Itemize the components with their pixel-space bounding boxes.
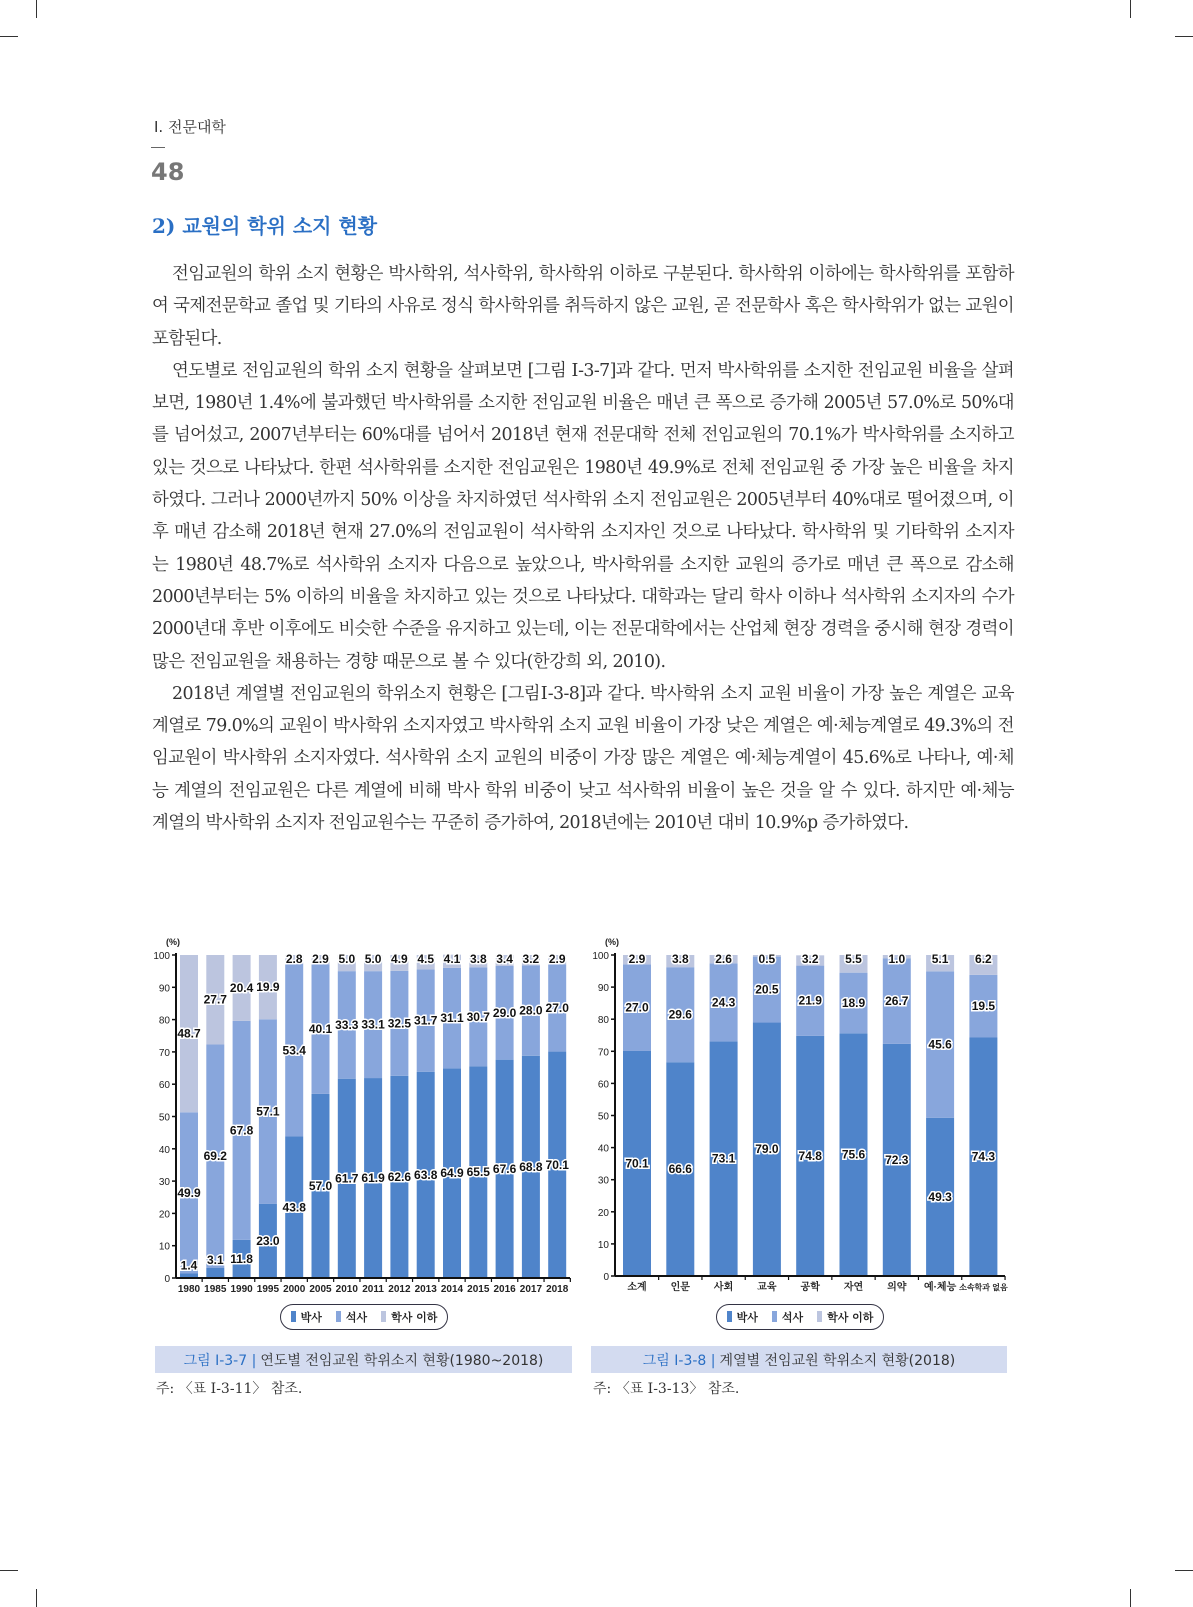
y-tick-label: 50 (158, 1112, 170, 1124)
y-tick-label: 90 (158, 983, 170, 995)
crop-mark (36, 1589, 37, 1607)
x-tick-label: 인문 (670, 1282, 690, 1293)
data-label: 24.3 (711, 995, 736, 1010)
y-tick-label: 100 (153, 951, 170, 962)
data-label: 33.1 (361, 1017, 385, 1032)
data-label: 21.9 (798, 993, 822, 1008)
data-label: 74.3 (971, 1149, 996, 1164)
y-tick-label: 100 (592, 951, 609, 962)
data-label: 29.6 (668, 1007, 692, 1022)
y-tick-label: 10 (597, 1239, 609, 1251)
data-label: 3.8 (469, 952, 487, 966)
data-label: 3.2 (801, 952, 819, 966)
crop-mark (1130, 1589, 1131, 1607)
legend-label: 학사 이하 (391, 1311, 438, 1324)
data-label: 66.6 (668, 1162, 692, 1177)
data-label: 20.5 (755, 982, 779, 997)
crop-mark (0, 36, 18, 37)
legend-label: 학사 이하 (827, 1311, 874, 1324)
x-tick-label: 2016 (493, 1284, 516, 1295)
data-label: 1.4 (180, 1258, 198, 1273)
charts (150, 930, 1010, 1300)
x-tick-label: 공학 (800, 1282, 820, 1293)
data-label: 27.7 (203, 992, 227, 1007)
caption-text: 계열별 전임교원 학위소지 현황(2018) (719, 1352, 956, 1369)
data-label: 20.4 (229, 980, 254, 995)
crop-mark (36, 0, 37, 18)
page-number: 48 (151, 158, 185, 186)
bar-segment-phd (206, 1268, 224, 1278)
x-tick-label: 1990 (230, 1284, 253, 1295)
x-tick-label: 1995 (256, 1284, 280, 1295)
x-tick-label: 사회 (713, 1282, 734, 1293)
y-tick-label: 0 (603, 1272, 609, 1283)
x-tick-label: 2013 (414, 1284, 437, 1295)
figure-note-1: 주: 〈표 Ⅰ-3-11〉 참조. (156, 1381, 303, 1397)
x-tick-label: 소계 (627, 1282, 647, 1293)
x-tick-label: 1985 (204, 1284, 227, 1295)
data-label: 49.9 (177, 1185, 201, 1200)
data-label: 43.8 (282, 1200, 306, 1215)
data-label: 2.6 (715, 952, 732, 966)
divider (151, 147, 165, 148)
figure-caption-1 (155, 1346, 572, 1373)
data-label: 63.8 (414, 1167, 438, 1182)
legend-label: 박사 (300, 1311, 322, 1324)
data-label: 67.6 (492, 1161, 517, 1176)
data-label: 5.0 (338, 952, 356, 966)
data-label: 3.2 (522, 952, 540, 966)
data-label: 5.0 (364, 952, 382, 966)
x-tick-label: 2010 (335, 1284, 358, 1295)
data-label: 5.1 (931, 952, 949, 966)
y-tick-label: 70 (597, 1047, 609, 1059)
legend-item (381, 1309, 437, 1325)
x-tick-label: 예·체능 (923, 1282, 957, 1293)
data-label: 74.8 (798, 1148, 822, 1163)
crop-mark (1130, 0, 1131, 18)
x-tick-label: 2012 (388, 1284, 411, 1295)
data-label: 69.2 (203, 1149, 227, 1164)
y-tick-label: 90 (597, 983, 609, 995)
data-label: 6.2 (975, 952, 992, 966)
data-label: 75.6 (841, 1147, 866, 1162)
data-label: 32.5 (387, 1016, 412, 1031)
x-tick-label: 2015 (467, 1284, 490, 1295)
y-tick-label: 40 (158, 1144, 170, 1156)
x-tick-label: 2011 (362, 1284, 384, 1295)
legend-item (817, 1309, 873, 1325)
x-tick-label: 2017 (519, 1284, 543, 1295)
x-tick-label: 의약 (887, 1282, 907, 1293)
data-label: 2.9 (312, 952, 329, 966)
paragraph: 전임교원의 학위 소지 현황은 박사학위, 석사학위, 학사학위 이하로 구분된다. 학사학위 이하에는 학사학위를 포함하여 국제전문학교 졸업 및 기타의 사유로 정식 학사학위를 취득하지 않은 교원, 곧 전문학사 혹은 학사학위가 없는 교원이 포함된다. (152, 264, 1014, 349)
data-label: 68.8 (519, 1159, 543, 1174)
legend-swatch-icon (381, 1311, 386, 1322)
paragraph: 2018년 계열별 전임교원의 학위소지 현황은 [그림Ⅰ-3-8]과 같다. 박사학위 소지 교원 비율이 가장 높은 계열은 교육계열로 79.0%의 교원이 박사학위 소지자였고 박사학위 소지 교원 비율이 가장 낮은 계열은 예·체능계열로 49.3%의 전임교원이 박사학위 소지자였다. 석사학위 소지 교원의 비중이 가장 많은 계열은 예·체능계열이 45.6%로 나타나, 예·체능 계열의 전임교원은 다른 계열에 비해 박사 학위 비중이 낮고 석사학위 비율이 높은 것을 알 수 있다. 하지만 예·체능 계열의 박사학위 소지자 전임교원수는 꾸준히 증가하여, 2018년에는 2010년 대비 10.9%p 증가하였다. (152, 683, 1015, 834)
legend-label: 박사 (736, 1311, 758, 1324)
legend-swatch-icon (336, 1311, 341, 1322)
data-label: 62.6 (387, 1169, 412, 1184)
x-tick-label: 자연 (843, 1282, 864, 1293)
data-label: 48.7 (177, 1026, 201, 1041)
legend-item (727, 1309, 758, 1325)
data-label: 72.3 (885, 1152, 909, 1167)
data-label: 5.5 (845, 952, 862, 966)
crop-mark (1175, 1570, 1193, 1571)
data-label: 29.0 (492, 1005, 517, 1020)
data-label: 79.0 (755, 1142, 779, 1157)
y-tick-label: 60 (158, 1080, 170, 1092)
legend-label: 석사 (781, 1311, 804, 1324)
x-tick-label: 소속학과 없음 (959, 1283, 1008, 1292)
data-label: 28.0 (519, 1003, 543, 1018)
legend-swatch-icon (817, 1311, 822, 1322)
y-axis-unit-label: (%) (166, 937, 180, 947)
data-label: 3.1 (206, 1252, 224, 1267)
y-tick-label: 80 (158, 1015, 170, 1027)
data-label: 73.1 (711, 1151, 736, 1166)
chart2-legend (716, 1304, 884, 1330)
legend-item (291, 1309, 322, 1325)
data-label: 4.9 (391, 952, 408, 966)
data-label: 45.6 (928, 1037, 952, 1052)
data-label: 30.7 (466, 1009, 490, 1024)
legend-swatch-icon (291, 1311, 296, 1322)
y-axis-unit-label: (%) (605, 937, 619, 947)
data-label: 53.4 (282, 1043, 306, 1058)
data-label: 49.3 (928, 1189, 952, 1204)
y-tick-label: 20 (597, 1207, 609, 1219)
data-label: 31.7 (414, 1013, 438, 1028)
data-label: 19.5 (971, 999, 996, 1014)
y-tick-label: 30 (158, 1177, 170, 1189)
data-label: 2.9 (628, 952, 646, 966)
y-tick-label: 30 (597, 1175, 609, 1187)
data-label: 64.9 (440, 1166, 464, 1181)
data-label: 2.9 (548, 952, 566, 966)
section-title: 2) 교원의 학위 소지 현황 (152, 214, 378, 238)
y-tick-label: 70 (158, 1047, 170, 1059)
legend-item (772, 1309, 803, 1325)
data-label: 57.0 (308, 1178, 333, 1193)
body-text (152, 258, 1014, 839)
x-tick-label: 2005 (309, 1284, 332, 1295)
y-tick-label: 50 (597, 1111, 609, 1123)
y-tick-label: 80 (597, 1015, 609, 1027)
crop-mark (1175, 36, 1193, 37)
caption-number: 그림 Ⅰ-3-8 | (642, 1352, 716, 1369)
y-tick-label: 40 (597, 1143, 609, 1155)
data-label: 3.8 (671, 952, 689, 966)
y-tick-label: 60 (597, 1079, 609, 1091)
data-label: 27.0 (625, 1000, 649, 1015)
x-tick-label: 2000 (283, 1284, 306, 1295)
chapter-label: Ⅰ. 전문대학 (154, 118, 226, 136)
data-label: 67.8 (229, 1123, 254, 1138)
legend-swatch-icon (727, 1311, 732, 1322)
data-label: 19.9 (256, 980, 280, 995)
data-label: 26.7 (885, 994, 909, 1009)
data-label: 70.1 (545, 1157, 569, 1172)
data-label: 61.9 (361, 1171, 385, 1186)
legend-swatch-icon (772, 1311, 777, 1322)
legend-item (336, 1309, 367, 1325)
x-tick-label: 2018 (546, 1284, 569, 1295)
data-label: 27.0 (545, 1000, 569, 1015)
data-label: 40.1 (308, 1022, 333, 1037)
data-label: 57.1 (256, 1104, 280, 1119)
data-label: 23.0 (256, 1233, 280, 1248)
x-tick-label: 1980 (177, 1284, 201, 1295)
legend-label: 석사 (345, 1311, 368, 1324)
caption-text: 연도별 전임교원 학위소지 현황(1980~2018) (260, 1352, 544, 1369)
paragraph: 연도별로 전임교원의 학위 소지 현황을 살펴보면 [그림 Ⅰ-3-7]과 같다. 먼저 박사학위를 소지한 전임교원 비율을 살펴보면, 1980년 1.4%에 불과했던 박사학위를 소지한 전임교원 비율은 매년 큰 폭으로 증가해 2005년 57.0%로 50%대를 넘어섰고, 2007년부터는 60%대를 넘어서 2018년 현재 전문대학 전체 전임교원의 70.1%가 박사학위를 소지하고 있는 것으로 나타났다. 한편 석사학위를 소지한 전임교원은 1980년 49.9%로 전체 전임교원 중 가장 높은 비율을 차지하였다. 그러나 2000년까지 50% 이상을 차지하였던 석사학위 소지 전임교원은 2005년부터 40%대로 떨어졌으며, 이후 매년 감소해 2018년 현재 27.0%의 전임교원이 석사학위 소지자인 것으로 나타났다. 학사학위 및 기타학위 소지자는 1980년 48.7%로 석사학위 소지자 다음으로 높았으나, 박사학위를 소지한 교원의 증가로 매년 큰 폭으로 감소해 2000년부터는 5% 이하의 비율을 차지하고 있는 것으로 나타났다. 대학과는 달리 학사 이하나 석사학위 소지자의 수가 2000년대 후반 이후에도 비슷한 수준을 유지하고 있는데, 이는 전문대학에서는 산업체 현장 경력을 중시해 현장 경력이 많은 전임교원을 채용하는 경향 때문으로 볼 수 있다(한강희 외, 2010). (152, 360, 1014, 672)
data-label: 11.8 (230, 1251, 253, 1266)
figure-note-2: 주: 〈표 Ⅰ-3-13〉 참조. (593, 1381, 740, 1397)
data-label: 1.0 (888, 952, 906, 966)
data-label: 65.5 (466, 1165, 490, 1180)
data-label: 4.1 (443, 952, 461, 966)
data-label: 4.5 (417, 952, 435, 966)
data-label: 18.9 (841, 995, 866, 1010)
y-tick-label: 20 (158, 1209, 170, 1221)
data-label: 70.1 (625, 1156, 649, 1171)
data-label: 2.8 (285, 952, 303, 966)
y-tick-label: 0 (164, 1274, 170, 1285)
data-label: 61.7 (335, 1171, 359, 1186)
data-label: 0.5 (758, 952, 776, 966)
y-tick-label: 10 (158, 1241, 170, 1253)
chart1-legend (280, 1304, 448, 1330)
x-tick-label: 교육 (757, 1282, 777, 1293)
figure-caption-2 (591, 1346, 1007, 1373)
data-label: 31.1 (440, 1011, 464, 1026)
caption-number: 그림 Ⅰ-3-7 | (183, 1352, 257, 1369)
data-label: 33.3 (335, 1017, 359, 1032)
x-tick-label: 2014 (440, 1284, 464, 1295)
data-label: 3.4 (496, 952, 513, 966)
crop-mark (0, 1570, 18, 1571)
